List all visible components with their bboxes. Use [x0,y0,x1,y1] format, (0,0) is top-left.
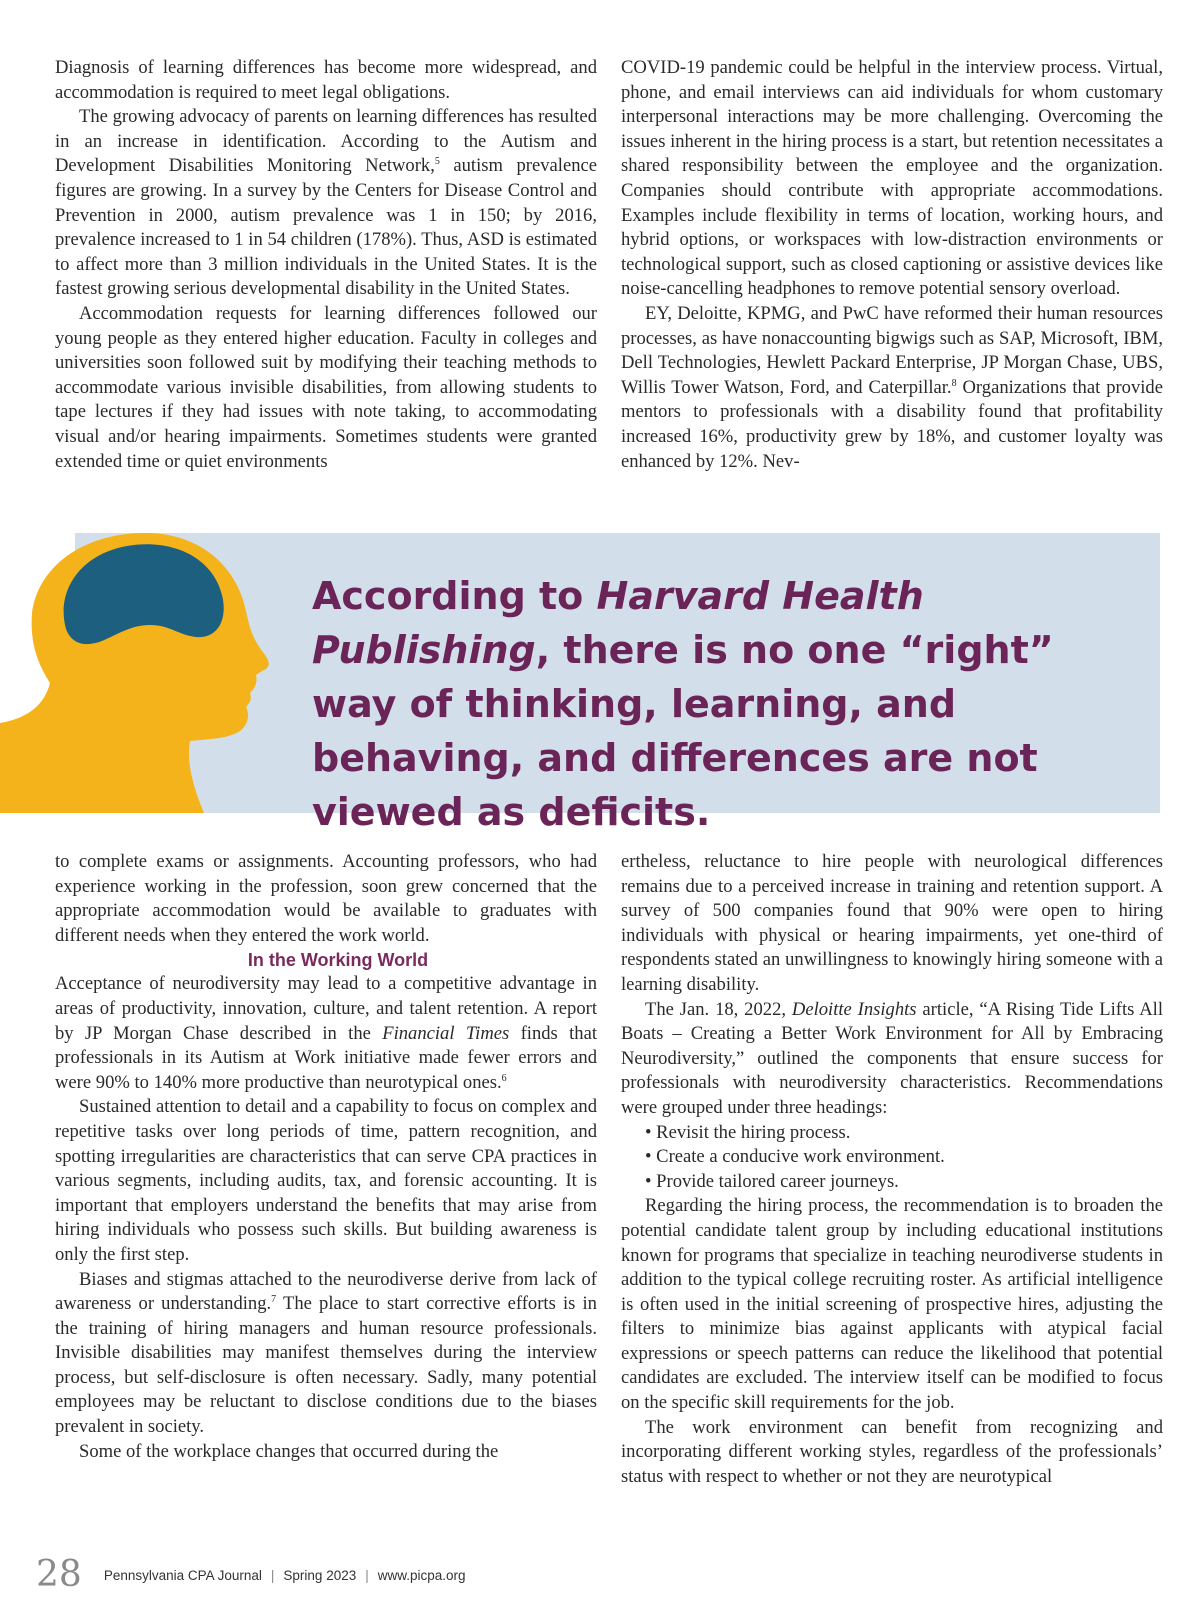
page-footer [36,1555,466,1595]
issue-date: Spring 2023 [283,1567,357,1583]
list-item: • Create a conducive work environment. [645,1145,1163,1170]
paragraph: The growing advocacy of parents on learning differences has resulted in an increase in identification. According to the Autism and Development Disabilities Monitoring Network,$^5$ autism prevalence figures are growing. In a survey by the Centers for Disease Control and Prevention in 2000, autism prevalence was 1 in 150; by 2016, prevalence increased to 1 in 54 children (178%). Thus, ASD is estimated to affect more than 3 million individuals in the United States. It is the fastest growing serious developmental disability in the United States. [55,106,597,300]
paragraph: The work environment can benefit from recognizing and incorporating different working styles, regardless of the professionals’ status with respect to whether or not they are neurotypical [621,1416,1163,1487]
footer-separator: | [270,1567,275,1583]
paragraph: COVID-19 pandemic could be helpful in the interview process. Virtual, phone, and email interviews can aid individuals for whom customary interpersonal interactions may be more challenging. Overcoming the issues inherent in the hiring process is a start, but retention necessitates a shared responsibility between the employee and the organization. Companies should contribute with appropriate accommodations. Examples include flexibility in terms of location, working hours, and hybrid options, or workspaces with low-distraction environments or technological support, such as closed captioning or assistive devices like noise-cancelling headphones to remove potential sensory overload. [621,57,1163,300]
pull-quote-text: According to Harvard Health Publishing, there is no one “right” way of thinking, learning, and behaving, and differences are not viewed as deficits. [312,574,1054,834]
paragraph: Regarding the hiring process, the recommendation is to broaden the potential candidate talent group by including educational institutions known for programs that specialize in teaching neurodiverse students in addition to the typical college recruiting roster. As artificial intelligence is often used in the initial screening of prospective hires, adjusting the filters to minimize bias against applicants with atypical facial expressions or speech patterns can reduce the likelihood that potential candidates are excluded. The interview itself can be modified to focus on the specific skill requirements for the job. [621,1195,1163,1414]
paragraph: Diagnosis of learning differences has become more widespread, and accommodation is required to meet legal obligations. [55,57,597,103]
column-bottom-right [621,850,1163,1489]
head-silhouette-icon [0,533,300,813]
paragraph: to complete exams or assignments. Accounting professors, who had experience working in the profession, soon grew concerned that the appropriate accommodation would be available to graduates with different needs when they entered the work world. [55,851,597,946]
section-heading: In the Working World [247,950,429,971]
pull-quote-callout [0,533,1160,834]
page-number: 28 [36,1554,82,1595]
column-top-left [55,56,597,474]
list-item: • Revisit the hiring process. [645,1121,1163,1146]
paragraph: Accommodation requests for learning differences followed our young people as they entered higher education. Faculty in colleges and universities soon followed suit by modifying their teaching methods to accommodate various invisible disabilities, from allowing students to tape lectures if they had issues with note taking, to accommodating visual and/or hearing impairments. Sometimes students were granted extended time or quiet environments [55,302,597,472]
paragraph: Acceptance of neurodiversity may lead to a competitive advantage in areas of productivity, innovation, culture, and talent retention. A report by JP Morgan Chase described in the Financial Times finds that professionals in its Autism at Work initiative made fewer errors and were 90% to 140% more productive than neurotypical ones.$^6$ [55,973,597,1093]
paragraph: Some of the workplace changes that occurred during the [79,1440,499,1462]
paragraph: ertheless, reluctance to hire people with neurological differences remains due to a perceived increase in training and retention support. A survey of 500 companies found that 90% were open to hiring individuals with physical or hearing impairments, yet one-third of respondents stated an unwillingness to knowingly hiring someone with a learning disability. [621,851,1163,995]
website-link[interactable]: www.picpa.org [377,1567,466,1583]
column-top-right [621,56,1163,474]
publication-title: Harvard Health Publishing [312,574,924,672]
column-bottom-left [55,850,597,1464]
paragraph: EY, Deloitte, KPMG, and PwC have reformed their human resources processes, as have nonaccounting bigwigs such as SAP, Microsoft, IBM, Dell Technologies, Hewlett Packard Enterprise, JP Morgan Chase, UBS, Willis Tower Watson, Ford, and Caterpillar.$^8$ Organizations that provide mentors to professionals with a disability found that profitability increased 16%, productivity grew by 18%, and customer loyalty was enhanced by 12%. Nev- [621,302,1163,472]
paragraph: Sustained attention to detail and a capability to focus on complex and repetitive tasks over long periods of time, pattern recognition, and spotting irregularities are characteristics that can serve CPA practices in various segments, including audits, tax, and forensic accounting. It is important that employers understand the benefits that may arise from hiring individuals who possess such skills. But building awareness is only the first step. [55,1096,597,1265]
footnote-ref: 8 [951,377,957,389]
footer-separator: | [365,1567,369,1583]
paragraph: Biases and stigmas attached to the neurodiverse derive from lack of awareness or understanding.$^7$ The place to start corrective efforts is in the training of hiring managers and human resource professionals. Invisible disabilities may manifest themselves during the interview process, but self-disclosure is often necessary. Sadly, many potential employees may be reluctant to disclose conditions due to the biases prevalent in society. [55,1268,597,1438]
paragraph: The Jan. 18, 2022, Deloitte Insights article, “A Rising Tide Lifts All Boats – Creating a Better Work Environment for All by Embracing Neurodiversity,” outlined the components that ensure success for professionals with neurodiversity characteristics. Recommendations were grouped under three headings: [621,998,1163,1118]
footnote-ref: 7 [271,1293,277,1305]
list-item: • Provide tailored career journeys. [645,1170,1163,1195]
footnote-ref: 6 [501,1072,507,1084]
footnote-ref: 5 [434,156,440,168]
recommendation-list [621,1121,1163,1195]
journal-name: Pennsylvania CPA Journal [103,1567,262,1583]
